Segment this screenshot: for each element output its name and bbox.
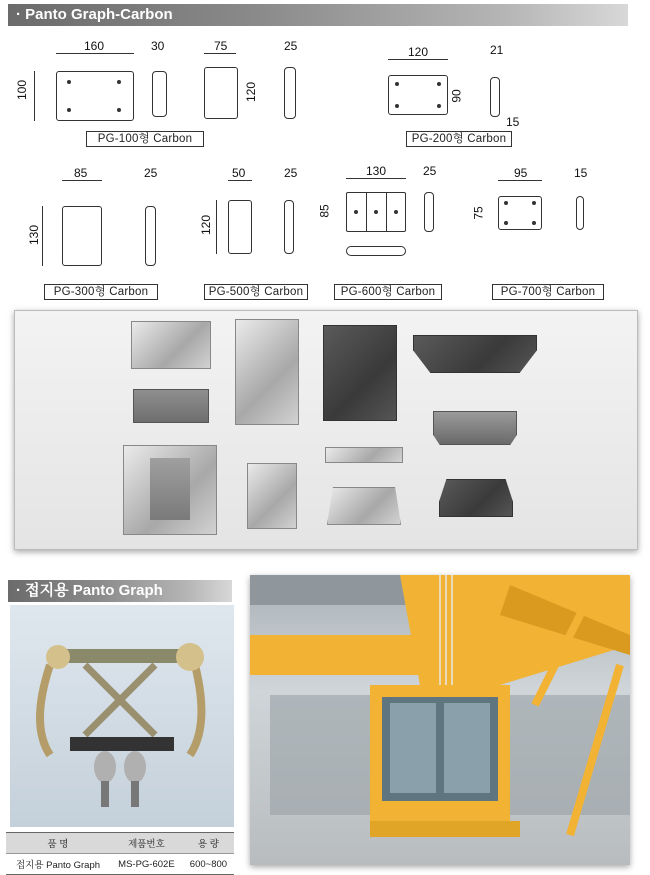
dim-height: 90 [449, 89, 464, 103]
dim-width-2: 75 [214, 39, 228, 53]
plate-side [152, 71, 167, 117]
product-photo-carbon [433, 411, 517, 445]
dim-height: 85 [317, 204, 332, 218]
model-label: PG-700형 Carbon [492, 284, 604, 300]
plate-front [56, 71, 134, 121]
table-header: 품 명 [6, 833, 110, 854]
dim-width: 85 [74, 166, 88, 180]
product-photo-carbon [439, 479, 513, 517]
drawing-pg-500 [196, 160, 316, 300]
dim-thickness: 25 [423, 164, 437, 178]
ground-panto-photo [10, 605, 234, 827]
dim-thickness: 30 [151, 39, 165, 53]
dim-thickness-2: 25 [284, 39, 298, 53]
model-label: PG-200형 Carbon [406, 131, 512, 147]
dim-height: 120 [199, 214, 214, 236]
crane-cabin-photo [250, 575, 630, 865]
dim-width: 160 [84, 39, 105, 53]
product-photo-plate [131, 321, 211, 369]
section-header-panto-carbon [8, 4, 628, 26]
plate-front [228, 200, 252, 254]
dim-width: 95 [514, 166, 528, 180]
spec-table [6, 832, 234, 875]
plate-front [346, 192, 406, 232]
product-photo-plate [235, 319, 299, 425]
model-label: PG-100형 Carbon [86, 131, 204, 147]
drawing-pg-700 [470, 160, 640, 300]
model-label: PG-600형 Carbon [334, 284, 442, 300]
dim-thickness: 25 [284, 166, 298, 180]
dim-thickness: 15 [574, 166, 588, 180]
plate-front [498, 196, 542, 230]
table-header: 용 량 [183, 833, 234, 854]
product-photo-strip [325, 447, 403, 463]
plate-front-2 [204, 67, 238, 119]
table-cell: 접지용 Panto Graph [6, 854, 110, 875]
model-label: PG-500형 Carbon [204, 284, 308, 300]
dim-width: 130 [366, 164, 387, 178]
plate-side [424, 192, 434, 232]
dim-height: 100 [15, 79, 30, 101]
plate-bottom [346, 246, 406, 256]
product-photo-plate [247, 463, 297, 529]
drawing-pg-100 [8, 35, 318, 150]
plate-side [490, 77, 500, 117]
dim-bottom: 15 [506, 115, 520, 129]
table-row [6, 854, 234, 875]
model-label: PG-300형 Carbon [44, 284, 158, 300]
table-cell: 600~800 [183, 854, 234, 875]
dim-thickness: 21 [490, 43, 504, 57]
section-header-ground-panto [8, 580, 232, 602]
drawing-pg-300 [8, 160, 188, 300]
product-photo-panel [14, 310, 638, 550]
plate-side [284, 200, 294, 254]
product-photo-carbon [133, 389, 209, 423]
section-title: · 접지용 Panto Graph [16, 582, 163, 599]
dim-width: 50 [232, 166, 246, 180]
plate-side-2 [284, 67, 296, 119]
drawing-pg-200 [370, 35, 540, 150]
product-photo-carbon [413, 335, 537, 373]
section-title: · Panto Graph-Carbon [16, 6, 173, 23]
dim-height-2: 120 [244, 81, 259, 103]
table-cell: MS-PG-602E [110, 854, 183, 875]
plate-front [62, 206, 102, 266]
plate-side [576, 196, 584, 230]
dim-width: 120 [408, 45, 429, 59]
drawing-pg-600 [318, 160, 463, 300]
product-photo-carbon [323, 325, 397, 421]
dim-height: 130 [27, 224, 42, 246]
product-photo-carbon [327, 487, 401, 525]
dim-thickness: 25 [144, 166, 158, 180]
table-header: 제품번호 [110, 833, 183, 854]
product-photo-holder [123, 445, 217, 535]
plate-front [388, 75, 448, 115]
dim-height: 75 [471, 206, 486, 220]
plate-side [145, 206, 156, 266]
